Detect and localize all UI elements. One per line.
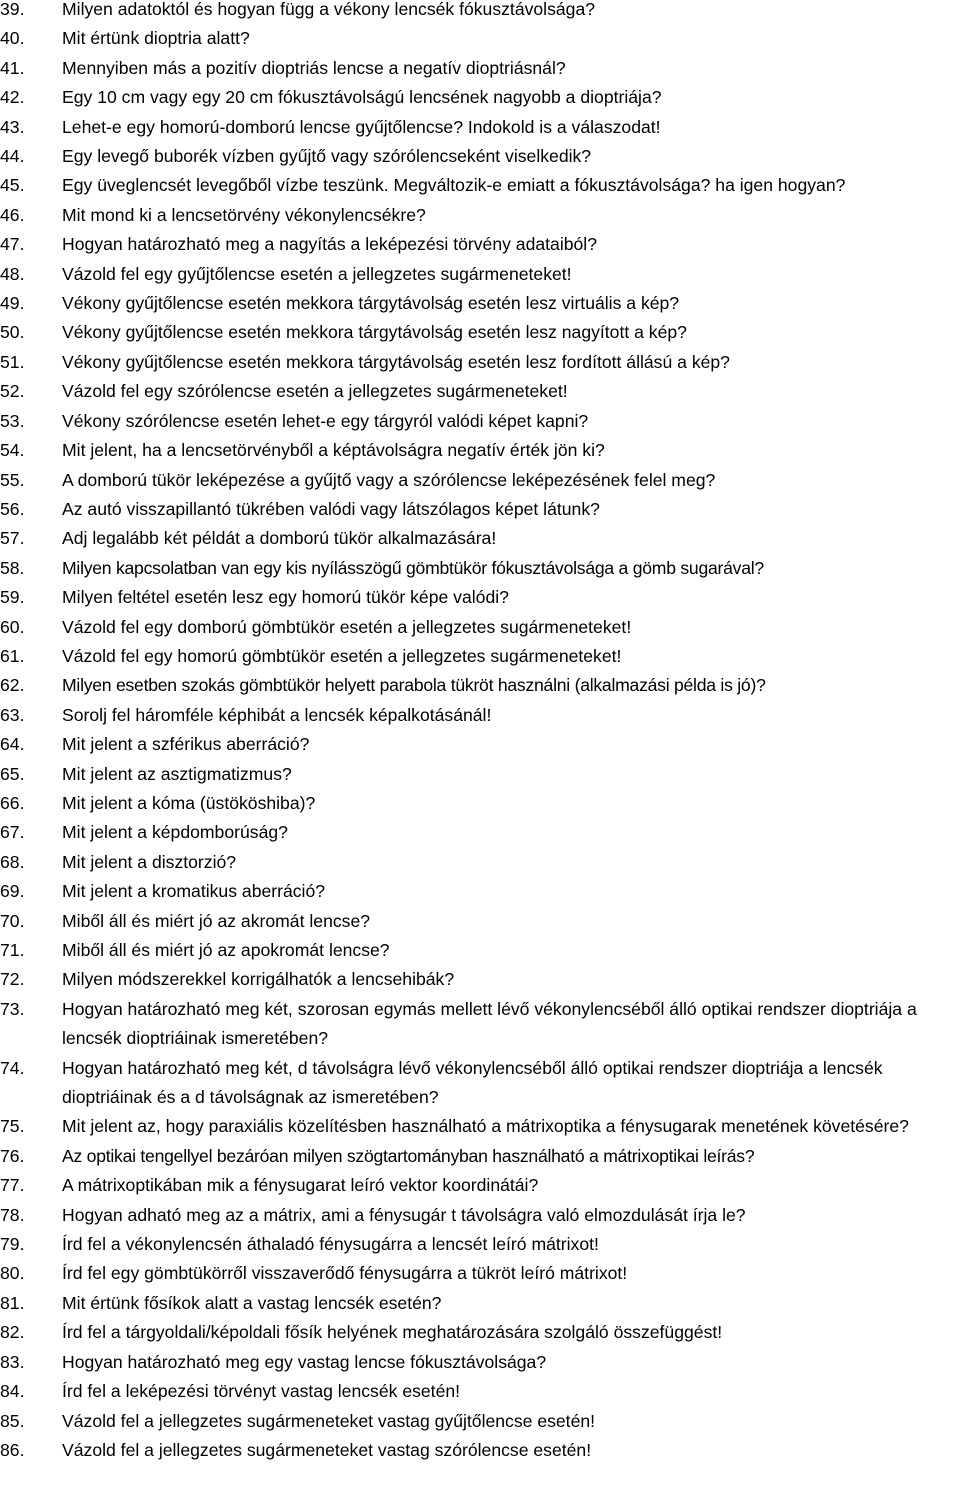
question-number: 82.	[0, 1322, 25, 1343]
question-item	[0, 554, 960, 583]
question-text: Mit jelent az, hogy paraxiális közelítésben használható a mátrixoptika a fénysugarak menetének követésére?	[62, 1116, 909, 1137]
question-item	[0, 995, 960, 1054]
question-number: 49.	[0, 293, 25, 314]
question-text: Vázold fel egy homorú gömbtükör esetén a jellegzetes sugármeneteket!	[62, 645, 622, 666]
question-text: Milyen módszerekkel korrigálhatók a lencsehibák?	[62, 969, 455, 990]
question-item	[0, 1348, 960, 1377]
question-text: Mennyiben más a pozitív dioptriás lencse a negatív dioptriásnál?	[62, 57, 566, 78]
question-text: Mit értünk dioptria alatt?	[62, 28, 250, 49]
question-item	[0, 54, 960, 83]
question-number: 60.	[0, 616, 25, 637]
question-text: Vékony gyűjtőlencse esetén mekkora tárgytávolság esetén lesz fordított állású a kép?	[62, 351, 730, 372]
question-item	[0, 142, 960, 171]
question-item	[0, 848, 960, 877]
question-number: 65.	[0, 763, 25, 784]
question-text: Mit jelent a szférikus aberráció?	[62, 734, 310, 755]
question-item	[0, 0, 960, 24]
question-number: 72.	[0, 969, 25, 990]
question-text: Vázold fel a jellegzetes sugármeneteket vastag szórólencse esetén!	[62, 1439, 592, 1460]
question-text: Írd fel a tárgyoldali/képoldali fősík helyének meghatározására szolgáló összefüggést!	[62, 1322, 723, 1343]
question-number: 85.	[0, 1410, 25, 1431]
question-text: Mit jelent, ha a lencsetörvényből a képtávolságra negatív érték jön ki?	[62, 440, 605, 461]
question-item	[0, 1230, 960, 1259]
question-number: 50.	[0, 322, 25, 343]
question-item	[0, 495, 960, 524]
question-number: 64.	[0, 734, 25, 755]
question-item	[0, 1259, 960, 1288]
question-text: Miből áll és miért jó az apokromát lencse?	[62, 940, 390, 960]
question-item	[0, 613, 960, 642]
question-item	[0, 760, 960, 789]
question-item	[0, 171, 960, 200]
question-text: Írd fel a leképezési törvényt vastag lencsék esetén!	[62, 1381, 461, 1402]
question-item	[0, 230, 960, 259]
question-item	[0, 877, 960, 906]
question-text: Mit jelent a képdomborúság?	[62, 822, 288, 843]
question-text: Hogyan adható meg az a mátrix, ami a fénysugár t távolságra való elmozdulását írja le?	[62, 1204, 746, 1225]
question-text: Sorolj fel háromféle képhibát a lencsék képalkotásánál!	[62, 704, 492, 725]
question-item	[0, 1318, 960, 1347]
question-text: Vázold fel a jellegzetes sugármeneteket vastag gyűjtőlencse esetén!	[62, 1410, 596, 1431]
question-number: 78.	[0, 1204, 25, 1225]
question-text: Egy levegő buborék vízben gyűjtő vagy szórólencseként viselkedik?	[62, 146, 592, 167]
question-text: A domború tükör leképezése a gyűjtő vagy a szórólencse leképezésének felel meg?	[62, 469, 716, 490]
question-text: Mit jelent az asztigmatizmus?	[62, 763, 292, 784]
question-number: 41.	[0, 57, 25, 78]
question-text: Vázold fel egy gyűjtőlencse esetén a jellegzetes sugármeneteket!	[62, 263, 572, 284]
question-item	[0, 407, 960, 436]
question-text: Hogyan határozható meg két, szorosan egymás mellett lévő vékonylencséből álló optikai rendszer dioptriája a lencsék dioptriáinak ismeretében?	[62, 998, 917, 1049]
question-text: Vékony gyűjtőlencse esetén mekkora tárgytávolság esetén lesz nagyított a kép?	[62, 322, 687, 343]
question-item	[0, 1171, 960, 1200]
question-item	[0, 377, 960, 406]
question-number: 42.	[0, 87, 25, 108]
question-text: Mit értünk fősíkok alatt a vastag lencsék esetén?	[62, 1292, 442, 1313]
question-text: Vékony szórólencse esetén lehet-e egy tárgyról valódi képet kapni?	[62, 410, 589, 431]
question-number: 56.	[0, 498, 25, 519]
question-number: 53.	[0, 410, 25, 431]
question-text: Hogyan határozható meg egy vastag lencse fókusztávolsága?	[62, 1351, 547, 1372]
question-item	[0, 1142, 960, 1171]
question-number: 52.	[0, 381, 25, 402]
question-item	[0, 1201, 960, 1230]
question-item	[0, 642, 960, 671]
question-text: Milyen adatoktól és hogyan függ a vékony lencsék fókusztávolsága?	[62, 0, 596, 19]
question-item	[0, 466, 960, 495]
question-number: 80.	[0, 1263, 25, 1284]
question-text: Mit jelent a kromatikus aberráció?	[62, 881, 326, 902]
question-item	[0, 318, 960, 347]
question-number: 54.	[0, 440, 25, 461]
question-item	[0, 907, 960, 936]
question-item	[0, 524, 960, 553]
question-item	[0, 583, 960, 612]
question-text: Milyen kapcsolatban van egy kis nyílásszögű gömbtükör fókusztávolsága a gömb sugarával?	[62, 557, 764, 578]
question-number: 44.	[0, 146, 25, 167]
question-number: 71.	[0, 940, 25, 960]
question-item	[0, 348, 960, 377]
question-text: Milyen feltétel esetén lesz egy homorú tükör képe valódi?	[62, 587, 509, 608]
question-number: 79.	[0, 1234, 25, 1255]
question-number: 83.	[0, 1351, 25, 1372]
question-number: 48.	[0, 263, 25, 284]
question-number: 86.	[0, 1439, 25, 1460]
question-text: Írd fel a vékonylencsén áthaladó fénysugárra a lencsét leíró mátrixot!	[62, 1234, 599, 1255]
question-item	[0, 789, 960, 818]
question-number: 81.	[0, 1292, 25, 1313]
question-number: 47.	[0, 234, 25, 255]
question-number: 69.	[0, 881, 25, 902]
question-item	[0, 24, 960, 53]
question-text: Mit mond ki a lencsetörvény vékonylencsékre?	[62, 204, 426, 225]
question-number: 39.	[0, 0, 25, 19]
question-item	[0, 1436, 960, 1465]
question-text: Egy üveglencsét levegőből vízbe teszünk. Megváltozik-e emiatt a fókusztávolsága? ha igen hogyan?	[62, 175, 846, 196]
question-item	[0, 260, 960, 289]
question-item	[0, 1377, 960, 1406]
question-item	[0, 83, 960, 112]
question-item	[0, 1112, 960, 1141]
question-number: 51.	[0, 351, 25, 372]
question-item	[0, 818, 960, 847]
question-number: 45.	[0, 175, 25, 196]
question-number: 70.	[0, 910, 25, 931]
question-number: 66.	[0, 792, 25, 813]
question-item	[0, 701, 960, 730]
question-number: 74.	[0, 1057, 25, 1078]
question-text: Hogyan határozható meg a nagyítás a leképezési törvény adataiból?	[62, 234, 598, 255]
question-number: 67.	[0, 822, 25, 843]
question-text: A mátrixoptikában mik a fénysugarat leíró vektor koordinátái?	[62, 1175, 539, 1196]
question-text: Egy 10 cm vagy egy 20 cm fókusztávolságú lencsének nagyobb a dioptriája?	[62, 87, 662, 108]
question-number: 43.	[0, 116, 25, 137]
question-number: 76.	[0, 1145, 25, 1166]
question-number: 40.	[0, 28, 25, 49]
question-number: 59.	[0, 587, 25, 608]
question-number: 84.	[0, 1381, 25, 1402]
question-item	[0, 1054, 960, 1113]
question-number: 61.	[0, 645, 25, 666]
question-item	[0, 1289, 960, 1318]
question-number: 75.	[0, 1116, 25, 1137]
question-text: Vékony gyűjtőlencse esetén mekkora tárgytávolság esetén lesz virtuális a kép?	[62, 293, 680, 314]
question-number: 73.	[0, 998, 25, 1019]
question-text: Miből áll és miért jó az akromát lencse?	[62, 910, 371, 931]
question-text: Az optikai tengellyel bezáróan milyen szögtartományban használható a mátrixoptikai leírás?	[62, 1145, 755, 1166]
question-text: Hogyan határozható meg két, d távolságra lévő vékonylencséből álló optikai rendszer dioptriája a lencsék dioptriáinak és a d távolságnak az ismeretében?	[62, 1057, 883, 1108]
question-item	[0, 1407, 960, 1436]
question-number: 62.	[0, 675, 25, 696]
question-number: 63.	[0, 704, 25, 725]
question-text: Vázold fel egy szórólencse esetén a jellegzetes sugármeneteket!	[62, 381, 568, 402]
question-item	[0, 671, 960, 700]
question-number: 68.	[0, 851, 25, 872]
question-item	[0, 436, 960, 465]
question-item	[0, 936, 960, 965]
question-number: 58.	[0, 557, 25, 578]
question-text: Vázold fel egy domború gömbtükör esetén a jellegzetes sugármeneteket!	[62, 616, 632, 637]
question-text: Lehet-e egy homorú-domború lencse gyűjtőlencse? Indokold is a válaszodat!	[62, 116, 661, 137]
question-text: Mit jelent a disztorzió?	[62, 851, 237, 872]
question-item	[0, 965, 960, 994]
question-text: Milyen esetben szokás gömbtükör helyett parabola tükröt használni (alkalmazási példa is jó)?	[62, 675, 766, 696]
question-number: 46.	[0, 204, 25, 225]
question-text: Írd fel egy gömbtükörről visszaverődő fénysugárra a tükröt leíró mátrixot!	[62, 1263, 628, 1284]
question-number: 77.	[0, 1175, 25, 1196]
question-number: 57.	[0, 528, 25, 549]
question-text: Adj legalább két példát a domború tükör alkalmazására!	[62, 528, 497, 549]
question-text: Az autó visszapillantó tükrében valódi vagy látszólagos képet látunk?	[62, 498, 600, 519]
question-item	[0, 201, 960, 230]
question-item	[0, 289, 960, 318]
question-item	[0, 730, 960, 759]
question-item	[0, 113, 960, 142]
question-number: 55.	[0, 469, 25, 490]
question-text: Mit jelent a kóma (üstököshiba)?	[62, 792, 316, 813]
